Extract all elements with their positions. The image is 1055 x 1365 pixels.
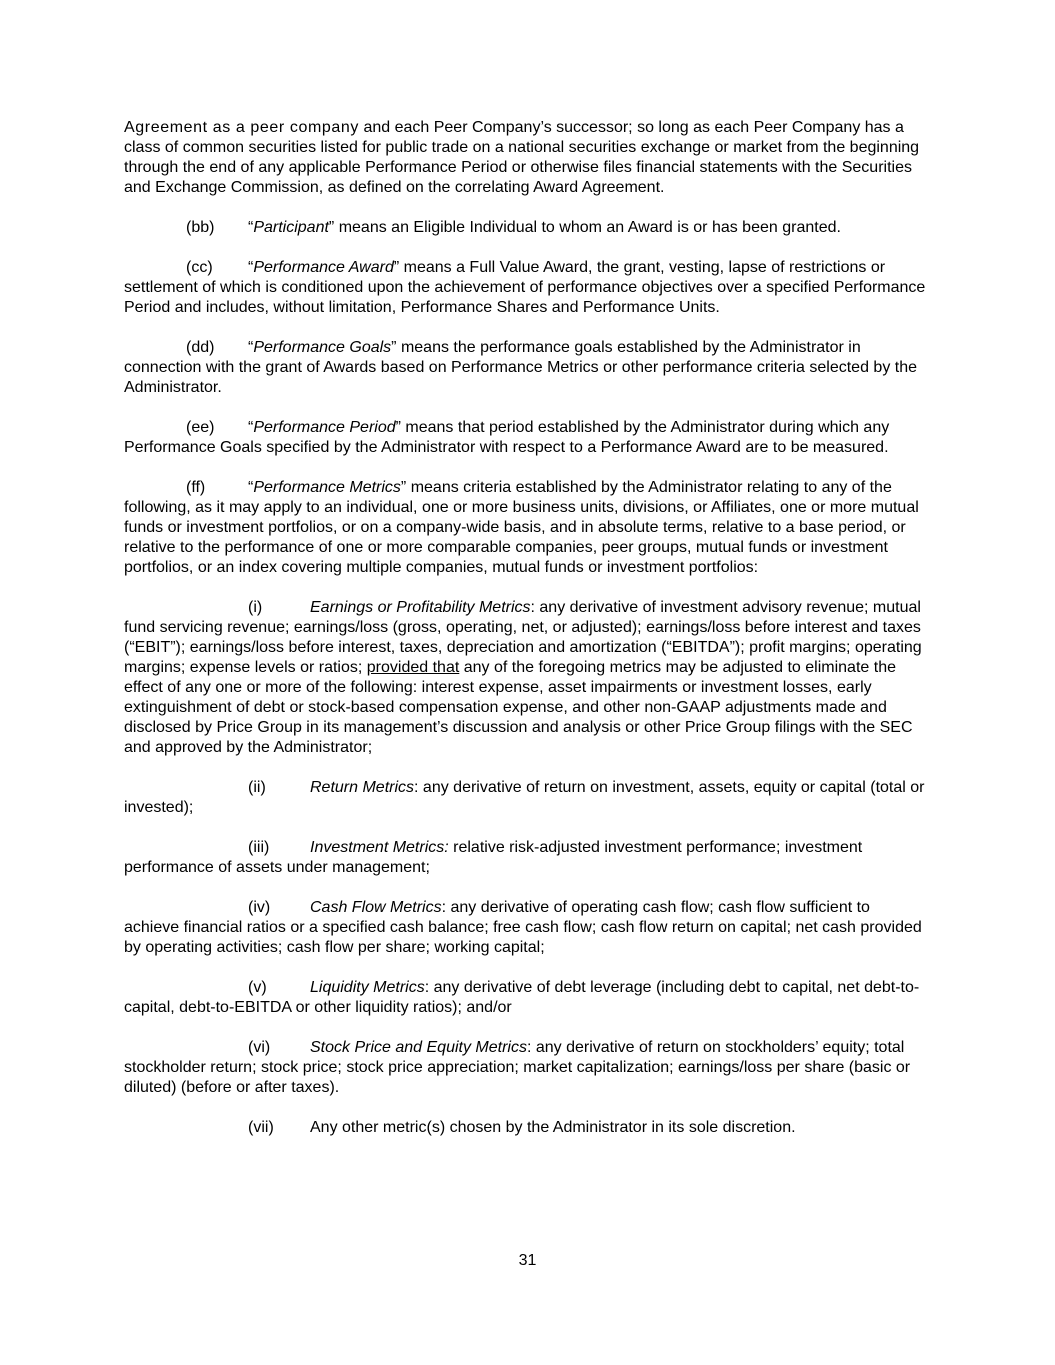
document-body [124, 118, 929, 1158]
metric-text: : any derivative of return on stockholders’ equity; total stockholder return; stock price; stock price appreciation; market capitalization; earnings/loss per share (basic or diluted) (before or after taxes). [124, 1039, 911, 1096]
metric-term: Earnings or Profitability Metrics [310, 599, 531, 616]
metric-label: (iii) [248, 839, 270, 856]
defined-term: Participant [253, 219, 329, 236]
definition-label: (dd) [186, 339, 215, 356]
open-quote: “ [248, 419, 254, 436]
definition-text: ” means a Full Value Award, the grant, vesting, lapse of restrictions or settlement of which is conditioned upon the achievement of performance objectives over a specified Performance Period and includes, without limitation, Performance Shares and Performance Units. [124, 259, 926, 316]
metric-text: : any derivative of operating cash flow; cash flow sufficient to achieve financial ratios or a specified cash balance; free cash flow; cash flow return on capital; net cash provided by operating activities; cash flow per share; working capital; [124, 899, 922, 956]
metric-label: (v) [248, 979, 267, 996]
metric-iv [124, 898, 929, 958]
metric-text: : any derivative of return on investment, assets, equity or capital (total or invested); [124, 779, 925, 816]
defined-term: Performance Metrics [253, 479, 401, 496]
metric-i [124, 598, 929, 758]
open-quote: “ [248, 479, 254, 496]
definition-text: ” means the performance goals established by the Administrator in connection with the grant of Awards based on Performance Metrics or other performance criteria selected by the Administrator. [124, 339, 917, 396]
definition-text: ” means that period established by the Administrator during which any Performance Goals specified by the Administrator with respect to a Performance Award are to be measured. [124, 419, 890, 456]
open-quote: “ [248, 259, 254, 276]
metric-vii [124, 1118, 929, 1138]
metric-text: Any other metric(s) chosen by the Administrator in its sole discretion. [310, 1119, 796, 1136]
open-quote: “ [248, 219, 254, 236]
metric-label: (vi) [248, 1039, 271, 1056]
metric-term: Return Metrics [310, 779, 415, 796]
metric-text: relative risk-adjusted investment performance; investment performance of assets under management; [124, 839, 863, 876]
defined-term: Performance Award [253, 259, 394, 276]
definition-cc [124, 258, 929, 318]
definition-label: (cc) [186, 259, 213, 276]
metric-text-continued: any of the foregoing metrics may be adjusted to eliminate the effect of any one or more of the following: interest expense, asset impairments or investment losses, early extinguishment of debt or stock-based compensation expense, and other non-GAAP adjustments made and disclosed by Price Group in its management’s discussion and analysis or other Price Group filings with the SEC and approved by the Administrator; [124, 659, 913, 756]
page-number: 31 [518, 1252, 537, 1269]
definition-text: ” means criteria established by the Administrator relating to any of the following, as it may apply to an individual, one or more business units, divisions, or Affiliates, one or more mutual funds or investment portfolios, or on a company-wide basis, and in absolute terms, relative to a base period, or relative to the performance of one or more comparable companies, peer groups, mutual funds or investment portfolios, or an index covering multiple companies, mutual funds or investment portfolios: [124, 479, 919, 576]
metric-label: (iv) [248, 899, 271, 916]
open-quote: “ [248, 339, 254, 356]
metric-text: : any derivative of investment advisory revenue; mutual fund servicing revenue; earnings/loss (gross, operating, net, or adjusted); earnings/loss before interest and taxes (“EBIT”); earnings/loss before interest, taxes, depreciation and amortization (“EBITDA”); profit margins; operating margins; expense levels or ratios; [124, 599, 922, 676]
metric-v [124, 978, 929, 1018]
metric-term: Stock Price and Equity Metrics [310, 1039, 527, 1056]
metric-label: (ii) [248, 779, 266, 796]
definition-label: (bb) [186, 219, 215, 236]
definition-label: (ff) [186, 479, 206, 496]
definition-dd [124, 338, 929, 398]
metric-label: (vii) [248, 1119, 274, 1136]
metric-text: : any derivative of debt leverage (including debt to capital, net debt-to-capital, debt-to-EBITDA or other liquidity ratios); and/or [124, 979, 920, 1016]
metric-term: Liquidity Metrics [310, 979, 425, 996]
intro-paragraph [124, 118, 929, 198]
metric-term: Investment Metrics: [310, 839, 449, 856]
metric-term: Cash Flow Metrics [310, 899, 442, 916]
metric-label: (i) [248, 599, 263, 616]
metric-vi [124, 1038, 929, 1098]
definition-ee [124, 418, 929, 458]
intro-lead: Agreement as a peer company [124, 119, 359, 136]
intro-rest: and each Peer Company’s successor; so long as each Peer Company has a class of common securities listed for public trade on a national securities exchange or market from the beginning through the end of any applicable Performance Period or otherwise files financial statements with the Securities and Exchange Commission, as defined on the correlating Award Agreement. [124, 119, 920, 196]
underlined-phrase: provided that [366, 659, 460, 676]
definition-text: ” means an Eligible Individual to whom an Award is or has been granted. [328, 219, 841, 236]
definition-ff [124, 478, 929, 578]
defined-term: Performance Goals [253, 339, 392, 356]
metric-iii [124, 838, 929, 878]
metric-ii [124, 778, 929, 818]
definition-label: (ee) [186, 419, 215, 436]
definition-bb [124, 218, 929, 238]
defined-term: Performance Period [253, 419, 396, 436]
